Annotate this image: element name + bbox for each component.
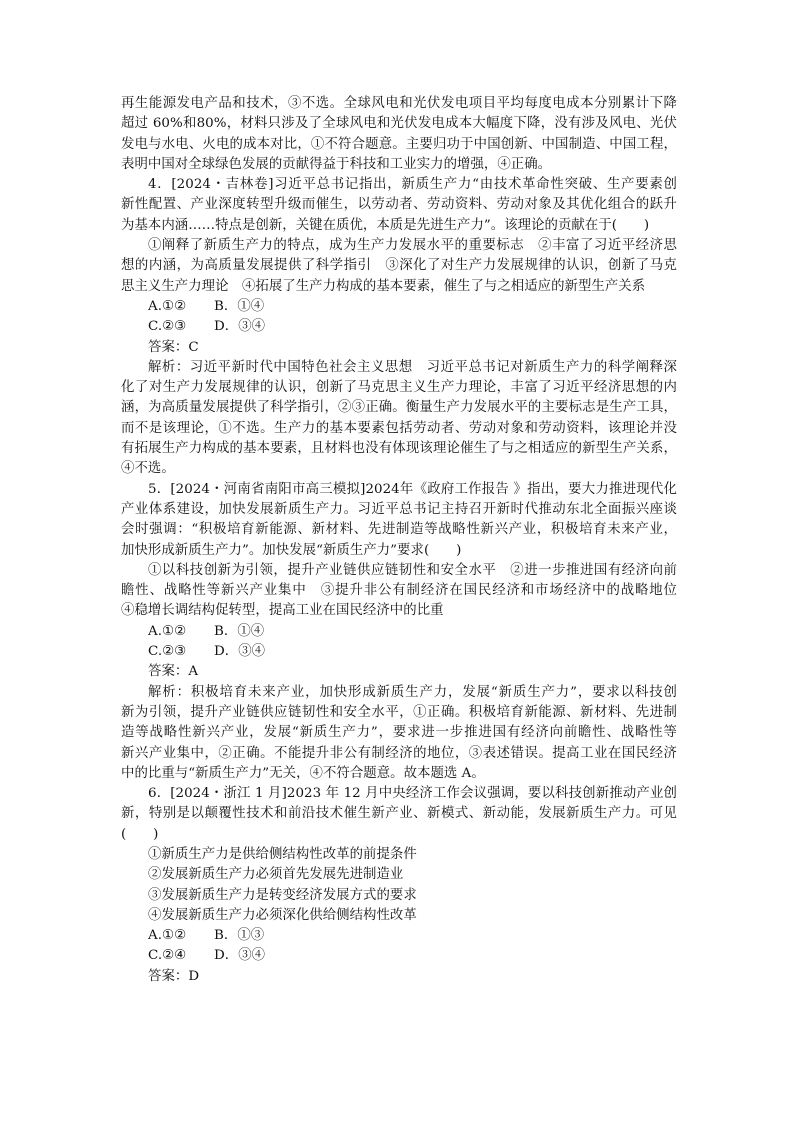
question-stem: 6．[2024・浙江 1 月]2023 年 12 月中央经济工作会议强调，要以科技创新推动产业创 bbox=[148, 786, 677, 802]
explanation: 造等战略性新兴产业，发展“新质生产力”，要求进一步推进国有经济向前瞻性、战略性等 bbox=[121, 725, 677, 741]
option-d: D．③④ bbox=[214, 319, 266, 335]
explanation: 新兴产业集中，②正确。不能提升非公有制经济的地位，③表述错误。提高工业在国民经济 bbox=[121, 745, 677, 761]
text-line: 表明中国对全球绿色发展的贡献得益于科技和工业实力的增强，④正确。 bbox=[121, 156, 552, 172]
answer-options bbox=[121, 317, 677, 337]
question-stem: 新性配置、产业深度转型升级而催生，以劳动者、劳动资料、劳动对象及其优化组合的跃升 bbox=[121, 197, 677, 213]
statement-items: ①以科技创新为引领，提升产业链供应链韧性和安全水平 ②进一步推进国有经济向前 bbox=[148, 562, 677, 578]
explanation: 而不是该理论，①不选。生产力的基本要素包括劳动者、劳动对象和劳动资料，该理论并没 bbox=[121, 420, 677, 436]
explanation: 中的比重与“新质生产力”无关，④不符合题意。故本题选 A。 bbox=[121, 765, 485, 781]
question-6 bbox=[121, 784, 677, 987]
answer-options bbox=[121, 946, 677, 966]
option-b: B．①④ bbox=[214, 623, 265, 639]
option-a: A.①② bbox=[148, 928, 187, 944]
explanation: 解析：积极培育未来产业，加快形成新质生产力，发展“新质生产力”，要求以科技创 bbox=[148, 684, 677, 700]
answer-options bbox=[121, 297, 677, 317]
answer-options bbox=[121, 622, 677, 642]
option-d: D．③④ bbox=[214, 644, 266, 660]
explanation: ④不选。 bbox=[121, 461, 175, 477]
statement-items: 瞻性、战略性等新兴产业集中 ③提升非公有制经济在国民经济和市场经济中的战略地位 bbox=[121, 583, 677, 599]
statement-item: ③发展新质生产力是转变经济发展方式的要求 bbox=[148, 887, 417, 903]
question-stem: 会时强调：“积极培育新能源、新材料、先进制造等战略性新兴产业，积极培育未来产业， bbox=[121, 522, 677, 538]
explanation: 涵，为高质量发展提供了科学指引，②③正确。衡量生产力发展水平的主要标志是生产工具， bbox=[121, 400, 677, 416]
question-stem: 产业体系建设，加快发展新质生产力。习近平总书记主持召开新时代推动东北全面振兴座谈 bbox=[121, 501, 677, 517]
answer-options bbox=[121, 642, 677, 662]
option-c: C.②④ bbox=[148, 948, 187, 964]
option-a: A.①② bbox=[148, 298, 187, 314]
answer-key: 答案：A bbox=[148, 664, 199, 680]
question-4 bbox=[121, 175, 677, 479]
q3-explanation-tail bbox=[121, 94, 677, 175]
option-b: B．①③ bbox=[214, 928, 265, 944]
option-b: B．①④ bbox=[214, 298, 265, 314]
answer-key: 答案：D bbox=[148, 968, 200, 984]
explanation: 化了对生产力发展规律的认识，创新了马克思主义生产力理论，丰富了习近平经济思想的内 bbox=[121, 380, 677, 396]
text-line: 再生能源发电产品和技术，③不选。全球风电和光伏发电项目平均每度电成本分别累计下降 bbox=[121, 96, 677, 111]
text-line: 发电与水电、火电的成本对比，①不符合题意。主要归功于中国创新、中国制造、中国工程， bbox=[121, 136, 677, 152]
explanation: 解析：习近平新时代中国特色社会主义思想 习近平总书记对新质生产力的科学阐释深 bbox=[148, 359, 677, 375]
statement-items: ①阐释了新质生产力的特点，成为生产力发展水平的重要标志 ②丰富了习近平经济思 bbox=[148, 238, 677, 254]
statement-item: ④发展新质生产力必须深化供给侧结构性改革 bbox=[148, 907, 417, 923]
statement-items: 思主义生产力理论 ④拓展了生产力构成的基本要素，催生了与之相适应的新型生产关系 bbox=[121, 278, 646, 294]
text-line: 超过 60%和80%，材料只涉及了全球风电和光伏发电成本大幅度下降，没有涉及风电、光伏 bbox=[121, 116, 677, 132]
explanation: 有拓展生产力构成的基本要素，且材料也没有体现该理论催生了与之相适应的新型生产关系， bbox=[121, 441, 677, 457]
question-stem: 新，特别是以颠覆性技术和前沿技术催生新产业、新模式、新动能，发展新质生产力。可见 bbox=[121, 806, 677, 822]
document-page bbox=[121, 94, 677, 987]
question-5 bbox=[121, 480, 677, 784]
question-stem: 加快形成新质生产力”。加快发展“新质生产力”要求( ) bbox=[121, 542, 462, 558]
question-stem: ( ) bbox=[121, 826, 159, 842]
statement-items: ④稳增长调结构促转型，提高工业在国民经济中的比重 bbox=[121, 603, 444, 619]
answer-options bbox=[121, 926, 677, 946]
question-stem: 4．[2024・吉林卷]习近平总书记指出，新质生产力“由技术革命性突破、生产要素创 bbox=[148, 177, 677, 193]
option-c: C.②③ bbox=[148, 644, 187, 660]
question-stem: 5．[2024・河南省南阳市高三模拟]2024年《政府工作报告 》指出，要大力推进现代化 bbox=[148, 481, 677, 497]
statement-items: 想的内涵，为高质量发展提供了科学指引 ③深化了对生产力发展规律的认识，创新了马克 bbox=[121, 258, 677, 274]
question-stem: 为基本内涵……特点是创新，关键在质优，本质是先进生产力”。该理论的贡献在于( ) bbox=[121, 217, 650, 233]
option-a: A.①② bbox=[148, 623, 187, 639]
statement-item: ①新质生产力是供给侧结构性改革的前提条件 bbox=[148, 846, 417, 862]
option-d: D．③④ bbox=[214, 948, 266, 964]
answer-key: 答案：C bbox=[148, 339, 199, 355]
explanation: 新为引领，提升产业链供应链韧性和安全水平，①正确。积极培育新能源、新材料、先进制 bbox=[121, 704, 677, 720]
statement-item: ②发展新质生产力必须首先发展先进制造业 bbox=[148, 867, 404, 883]
option-c: C.②③ bbox=[148, 319, 187, 335]
